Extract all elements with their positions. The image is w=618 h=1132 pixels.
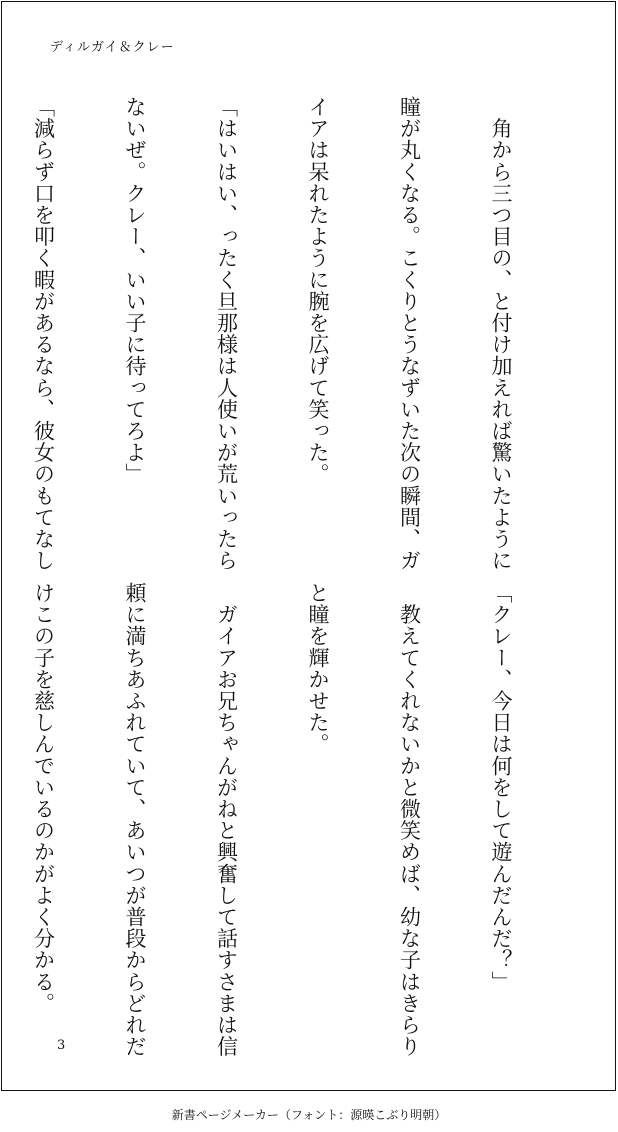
text-column-top [31,96,577,572]
footer-credit: 新書ページメーカー（フォント：源暎こぶり明朝） [171,1108,447,1122]
text-line: 「はいはい、ったく旦那様は人使いが荒いったら [214,96,239,572]
text-line: 頼に満ちあふれていて、あいつが普段からどれだ [123,582,147,1058]
text-line: 角から三つ目の、と付け加えれば驚いたように [489,96,513,572]
page-number: 3 [57,1038,66,1053]
text-line: 教えてくれないかと微笑めば、幼な子はきらり [397,582,422,1058]
text-line: イアは呆れたように腕を広げて笑った。 [306,96,330,485]
text-line: けこの子を慈しんでいるのかがよく分かる。 [31,582,56,1014]
book-page [1,1,616,1091]
text-line: 「クレー、今日は何をして遊んだんだ？」 [489,582,513,993]
text-line: ガイアお兄ちゃんがねと興奮して話すさまは信 [214,582,239,1058]
text-line: と瞳を輝かせた。 [306,582,330,755]
text-line: ないぜ。クレー、いい子に待ってろよ」 [123,96,147,485]
running-title: ディルガイ＆クレー [50,40,175,55]
text-line: 瞳が丸くなる。こくりとうなずいた次の瞬間、ガ [397,96,422,572]
text-line: 「減らず口を叩く暇があるなら、彼女のもてなし [31,96,56,572]
text-column-bottom [31,582,577,1058]
